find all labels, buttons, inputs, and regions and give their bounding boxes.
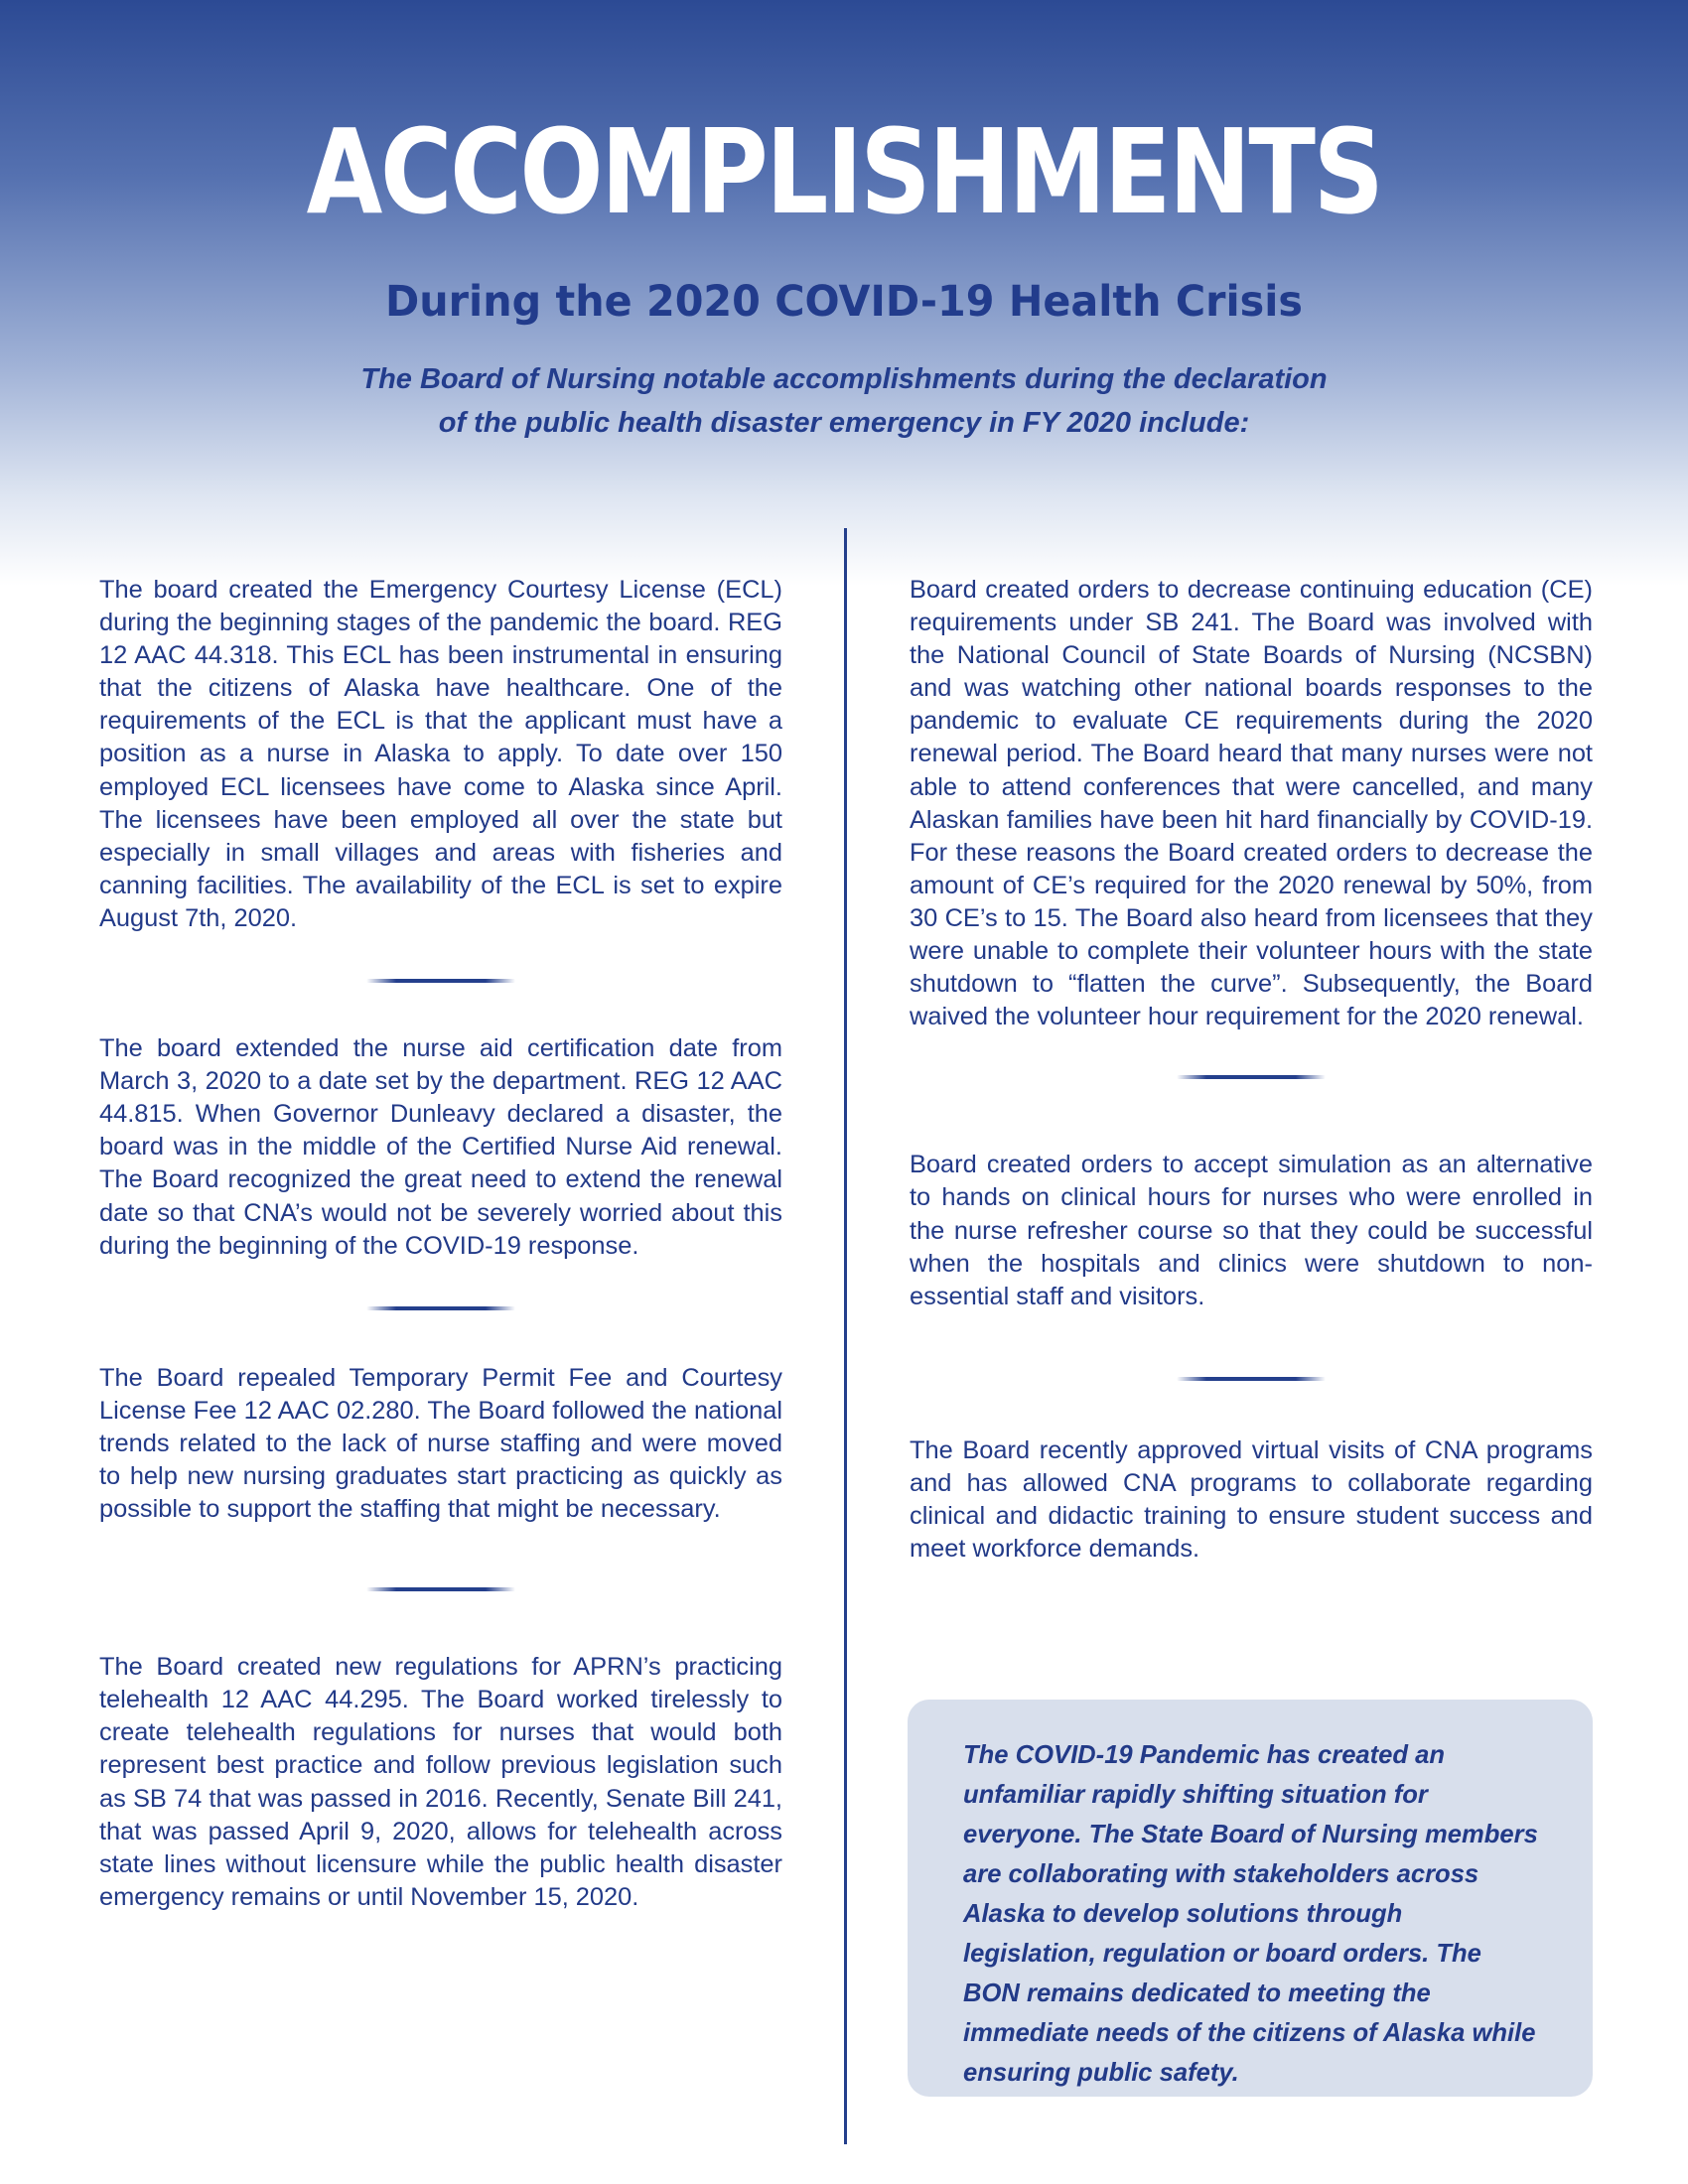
accomplishment-paragraph: Board created orders to accept simulation as an alternative to hands on clinical hours for nurses who were enrolled in the nurse refresher course so that they could be successful when the hospitals and clinics were shutdown to non- essential staff and visitors. — [910, 1151, 1593, 1310]
section-separator — [366, 1306, 515, 1310]
accomplishment-paragraph: Board created orders to decrease continuing education (CE) requirements under SB 241. The Board was involved with the National Council of State Boards of Nursing (NCSBN) and was watching other national boards responses to the pandemic to evaluate CE requirements during the 2020 renewal period. The Board heard that many nurses were not able to attend conferences that were cancelled, and many Alaskan families have been hit hard financially by COVID-19. For these reasons the Board created orders to decrease the amount of CE’s required for the 2020 renewal by 50%, from 30 CE’s to 15. The Board also heard from licensees that they were unable to complete their volunteer hours with the state shutdown to “flatten the curve”. Subsequently, the Board waived the volunteer hour requirement for the 2020 renewal. — [910, 576, 1593, 1031]
column-divider — [844, 528, 847, 2144]
callout-box — [908, 1700, 1593, 2097]
intro-line: of the public health disaster emergency in FY 2020 include: — [438, 407, 1250, 439]
callout-text: The COVID-19 Pandemic has created an unfamiliar rapidly shifting situation for everyone. The State Board of Nursing members are collaborating with stakeholders across Alaska to develop solutions through legislation, regulation or board orders. The BON remains dedicated to meeting the immediate needs of the citizens of Alaska while ensuring public safety. — [963, 1741, 1538, 2087]
accomplishment-paragraph: The Board repealed Temporary Permit Fee and Courtesy License Fee 12 AAC 02.280. The Board followed the national trends related to the lack of nurse staffing and were moved to help new nursing graduates start practicing as quickly as possible to support the staffing that might be necessary. — [99, 1363, 782, 1524]
section-separator — [1177, 1377, 1326, 1381]
section-separator — [366, 1587, 515, 1591]
section-separator — [366, 979, 515, 983]
intro-line: The Board of Nursing notable accomplishments during the declaration — [360, 363, 1328, 395]
page-subtitle: During the 2020 COVID-19 Health Crisis — [385, 277, 1303, 327]
accomplishment-paragraph: The board created the Emergency Courtesy License (ECL) during the beginning stages of the pandemic the board. REG 12 AAC 44.318. This ECL has been instrumental in ensuring that the citizens of Alaska have healthcare. One of the requirements of the ECL is that the applicant must have a position as a nurse in Alaska to apply. To date over 150 employed ECL licensees have come to Alaska since April. The licensees have been employed all over the state but especially in small villages and areas with fisheries and canning facilities. The availability of the ECL is set to expire August 7th, 2020. — [99, 576, 782, 932]
section-separator — [1177, 1075, 1326, 1079]
page-title: ACCOMPLISHMENTS — [306, 103, 1382, 240]
accomplishment-paragraph: The Board created new regulations for APRN’s practicing telehealth 12 AAC 44.295. The Board worked tirelessly to create telehealth regulations for nurses that would both represent best practice and follow previous legislation such as SB 74 that was passed in 2016. Recently, Senate Bill 241, that was passed April 9, 2020, allows for telehealth across state lines without licensure while the public health disaster emergency remains or until November 15, 2020. — [99, 1653, 782, 1911]
intro-statement — [248, 357, 1440, 445]
right-column — [910, 574, 1593, 1566]
accomplishment-paragraph: The Board recently approved virtual visits of CNA programs and has allowed CNA programs to collaborate regarding clinical and didactic training to ensure student success and meet workforce demands. — [910, 1435, 1593, 1564]
accomplishment-paragraph: The board extended the nurse aid certification date from March 3, 2020 to a date set by the department. REG 12 AAC 44.815. When Governor Dunleavy declared a disaster, the board was in the middle of the Certified Nurse Aid renewal. The Board recognized the great need to extend the renewal date so that CNA’s would not be severely worried about this during the beginning of the COVID-19 response. — [99, 1034, 782, 1260]
left-column — [99, 574, 782, 1914]
